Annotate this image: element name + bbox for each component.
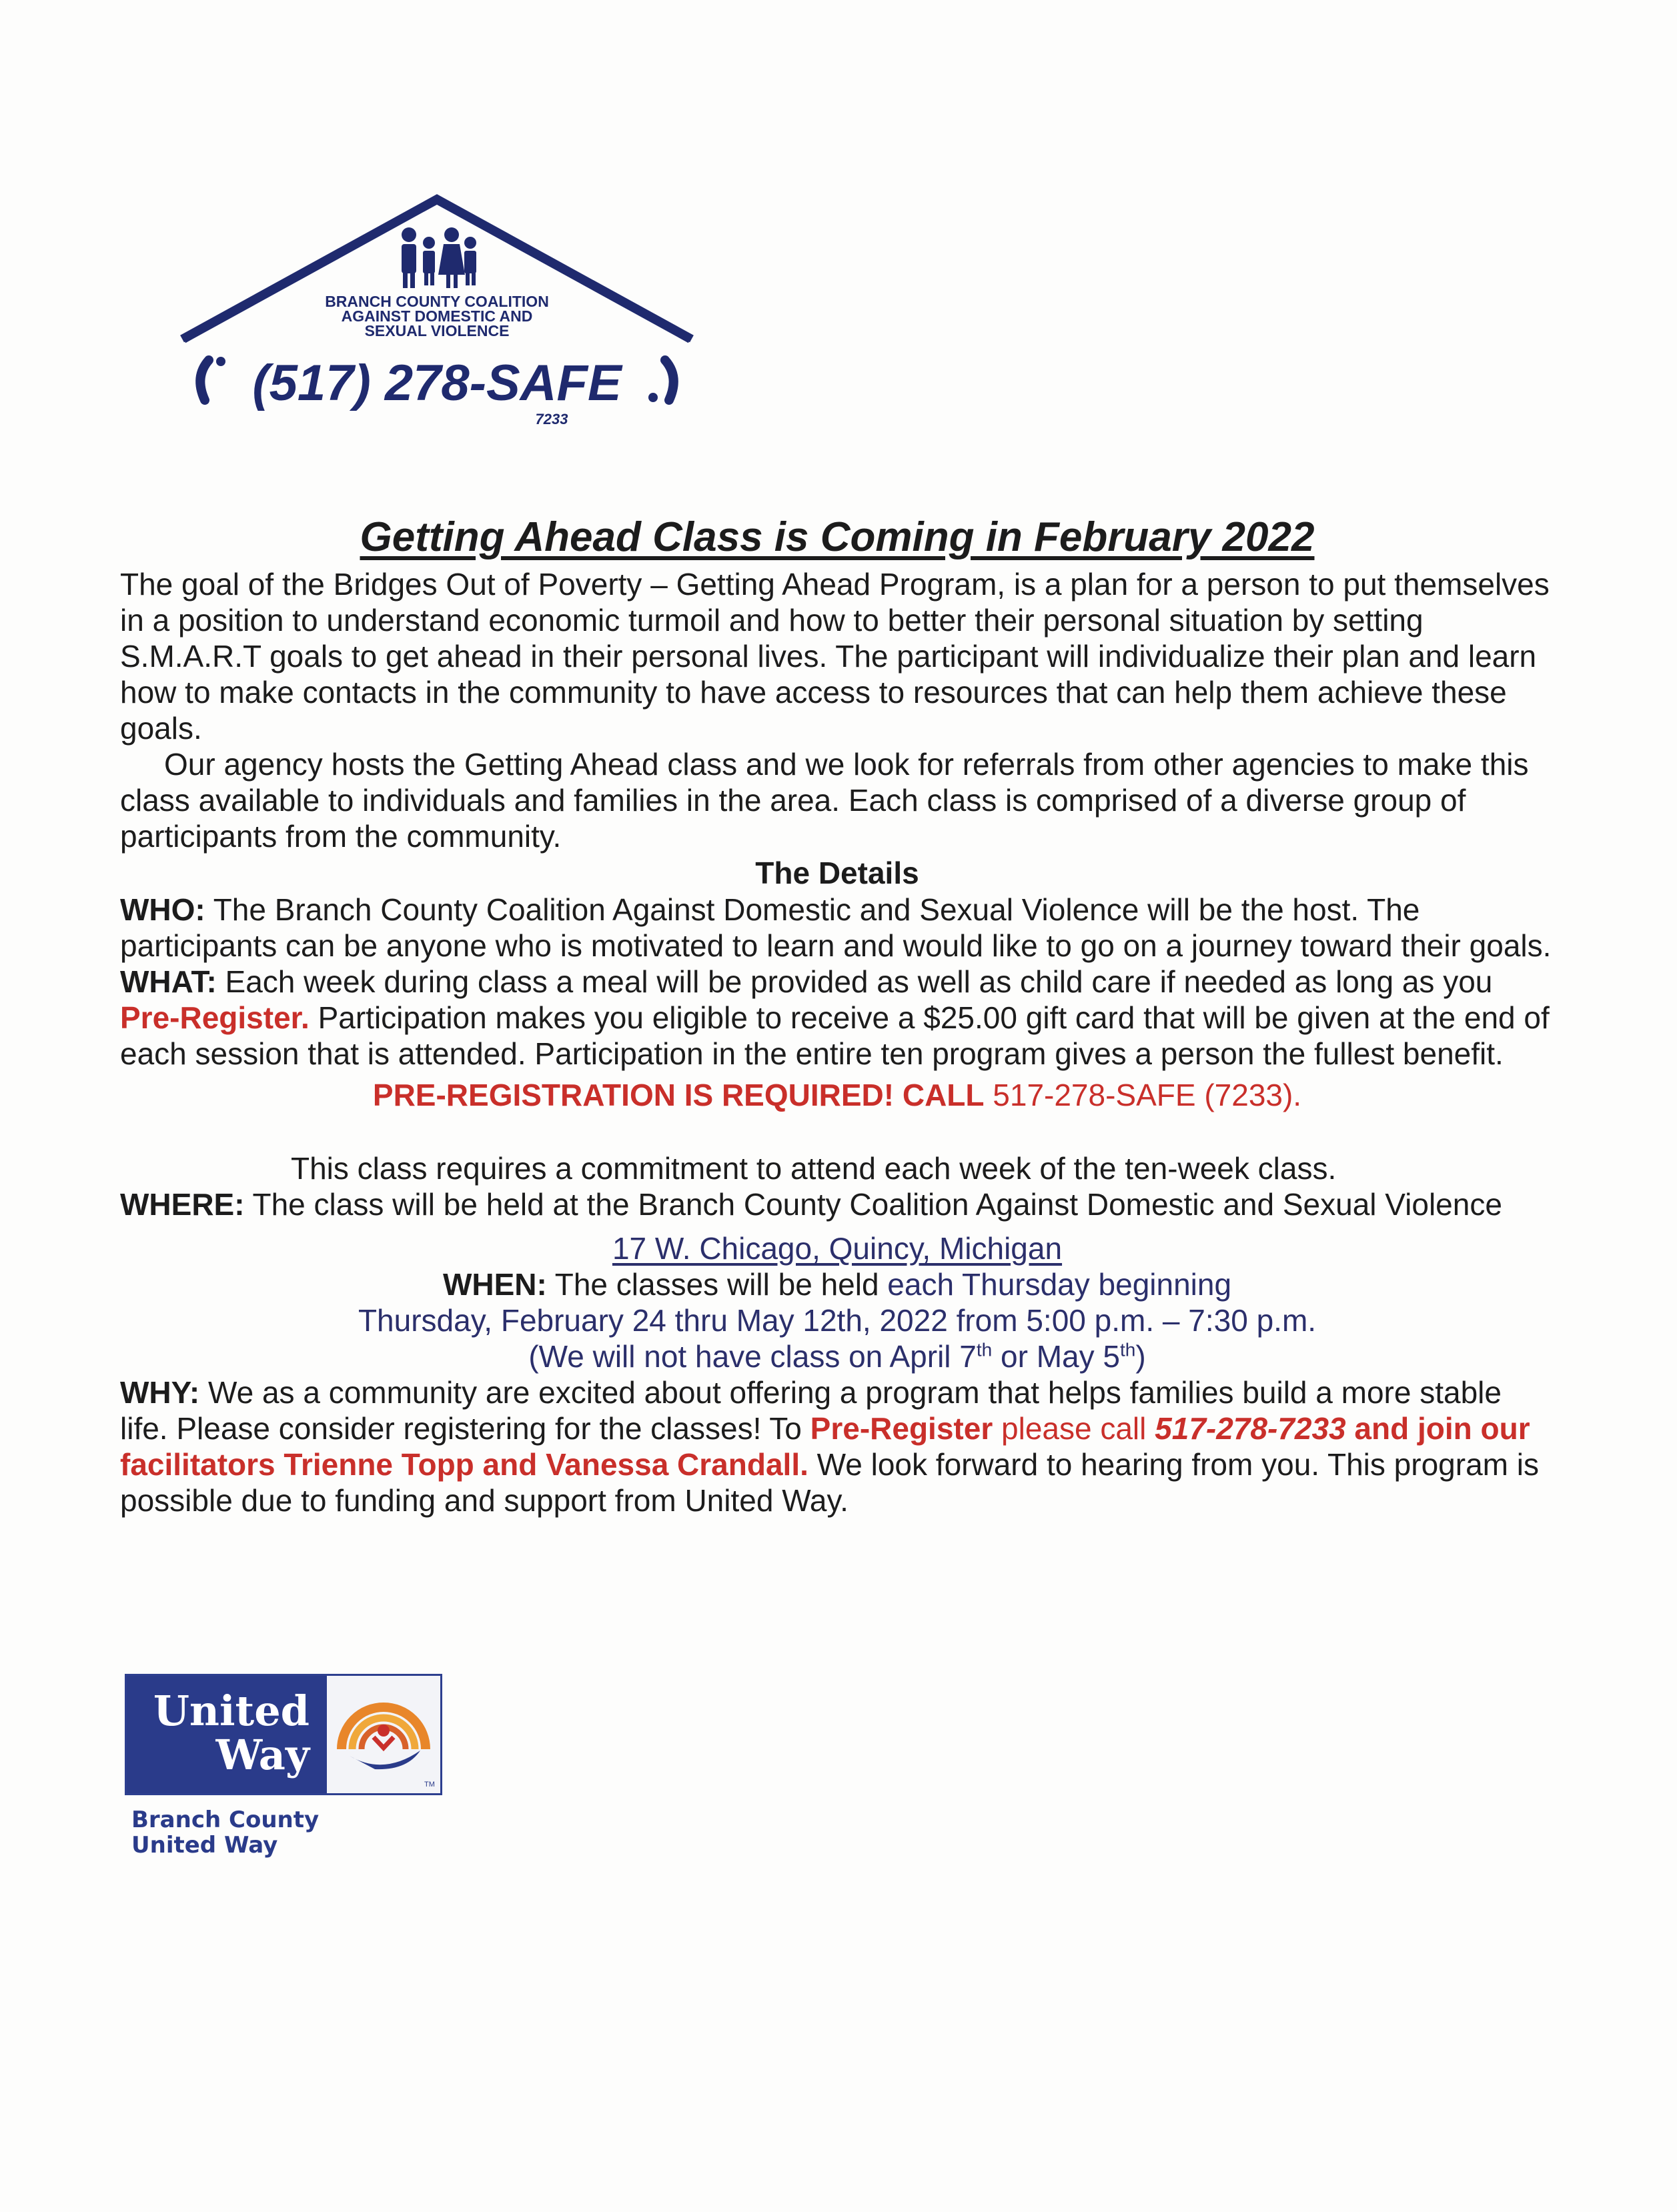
registration-required-bold: PRE-REGISTRATION IS REQUIRED! CALL	[372, 1078, 985, 1112]
coalition-house-graphic	[170, 193, 704, 433]
why-phone: 517-278-7233	[1155, 1411, 1346, 1446]
who-section	[120, 892, 1554, 964]
logo-phone-digits: 7233	[535, 411, 568, 427]
what-label: WHAT:	[120, 964, 217, 999]
united-way-word2: Way	[215, 1731, 310, 1779]
what-text-a: Each week during class a meal will be provided as well as child care if needed as long as you	[216, 964, 1493, 999]
when-section	[120, 1266, 1554, 1302]
coalition-logo	[170, 193, 704, 433]
when-text-a: The classes will be held	[546, 1267, 879, 1302]
united-way-badge	[125, 1674, 442, 1795]
united-way-word1: United	[153, 1687, 310, 1735]
why-text-a: We as a community are excited about offering a program that helps families build a more stable life. Please consider registering for the classes! To	[120, 1375, 1502, 1446]
why-join: and join our facilitators Trienne Topp and Vanessa Crandall.	[120, 1411, 1530, 1482]
intro-paragraph-2: Our agency hosts the Getting Ahead class and we look for referrals from other agencies to make this class available to individuals and families in the area. Each class is comprised of a diverse group of participants from the community.	[120, 747, 1529, 854]
united-way-emblem-icon	[327, 1676, 440, 1793]
page-title: Getting Ahead Class is Coming in February 2022	[360, 514, 1315, 560]
when-text-b: each Thursday beginning	[879, 1267, 1232, 1302]
united-way-tm: TM	[424, 1781, 435, 1789]
where-address: 17 W. Chicago, Quincy, Michigan	[612, 1231, 1063, 1266]
what-pre-register: Pre-Register.	[120, 1000, 310, 1035]
flyer-content	[120, 513, 1554, 1518]
registration-required	[120, 1077, 1554, 1113]
united-way-logo	[125, 1674, 445, 1858]
what-text-b: Participation makes you eligible to receive a $25.00 gift card that will be given at the end of each session that is attended. Participation in the entire ten program gives a person the fullest benefit.	[120, 1000, 1550, 1071]
logo-org-line2: AGAINST DOMESTIC AND	[341, 307, 533, 325]
who-label: WHO:	[120, 892, 205, 927]
united-way-caption-2: United Way	[131, 1832, 278, 1859]
logo-org-line1: BRANCH COUNTY COALITION	[325, 293, 549, 310]
when-dates: Thursday, February 24 thru May 12th, 2022 from 5:00 p.m. – 7:30 p.m.	[358, 1303, 1317, 1338]
logo-phone: (517) 278-SAFE	[252, 355, 622, 411]
intro-paragraph-1: The goal of the Bridges Out of Poverty – Getting Ahead Program, is a plan for a person to put themselves in a position to understand economic turmoil and how to better their personal situation by setting S.M.A.R.T goals to get ahead in their personal lives. The participant will individualize their plan and learn how to make contacts in the community to have access to resources that can help them achieve these goals.	[120, 567, 1550, 746]
when-note-c: )	[1135, 1339, 1146, 1374]
when-note-sup2: th	[1119, 1339, 1136, 1360]
when-note-a: (We will not have class on April 7	[528, 1339, 977, 1374]
who-text: The Branch County Coalition Against Domestic and Sexual Violence will be the host. The participants can be anyone who is motivated to learn and would like to go on a journey toward their goals.	[120, 892, 1552, 963]
where-text: The class will be held at the Branch County Coalition Against Domestic and Sexual Violence	[244, 1187, 1502, 1222]
why-text-b: We look forward to hearing from you. This program is possible due to funding and support from United Way.	[120, 1447, 1539, 1518]
why-section	[120, 1374, 1554, 1518]
why-pre-register: Pre-Register	[810, 1411, 993, 1446]
what-section	[120, 964, 1554, 1072]
where-label: WHERE:	[120, 1187, 245, 1222]
where-section	[120, 1186, 1554, 1222]
when-label: WHEN:	[442, 1267, 547, 1302]
united-way-caption	[125, 1807, 445, 1858]
family-icon	[402, 227, 476, 288]
when-note	[120, 1338, 1554, 1374]
why-label: WHY:	[120, 1375, 200, 1410]
registration-phone: 517-278-SAFE (7233).	[984, 1078, 1302, 1112]
logo-org-line3: SEXUAL VIOLENCE	[364, 322, 510, 339]
when-note-b: or May 5	[992, 1339, 1120, 1374]
why-please-call: please call	[993, 1411, 1155, 1446]
commitment-note: This class requires a commitment to attend each week of the ten-week class.	[291, 1151, 1337, 1186]
when-note-sup1: th	[976, 1339, 993, 1360]
united-way-wordmark	[127, 1676, 327, 1793]
united-way-caption-1: Branch County	[131, 1807, 320, 1833]
details-heading: The Details	[755, 856, 919, 890]
